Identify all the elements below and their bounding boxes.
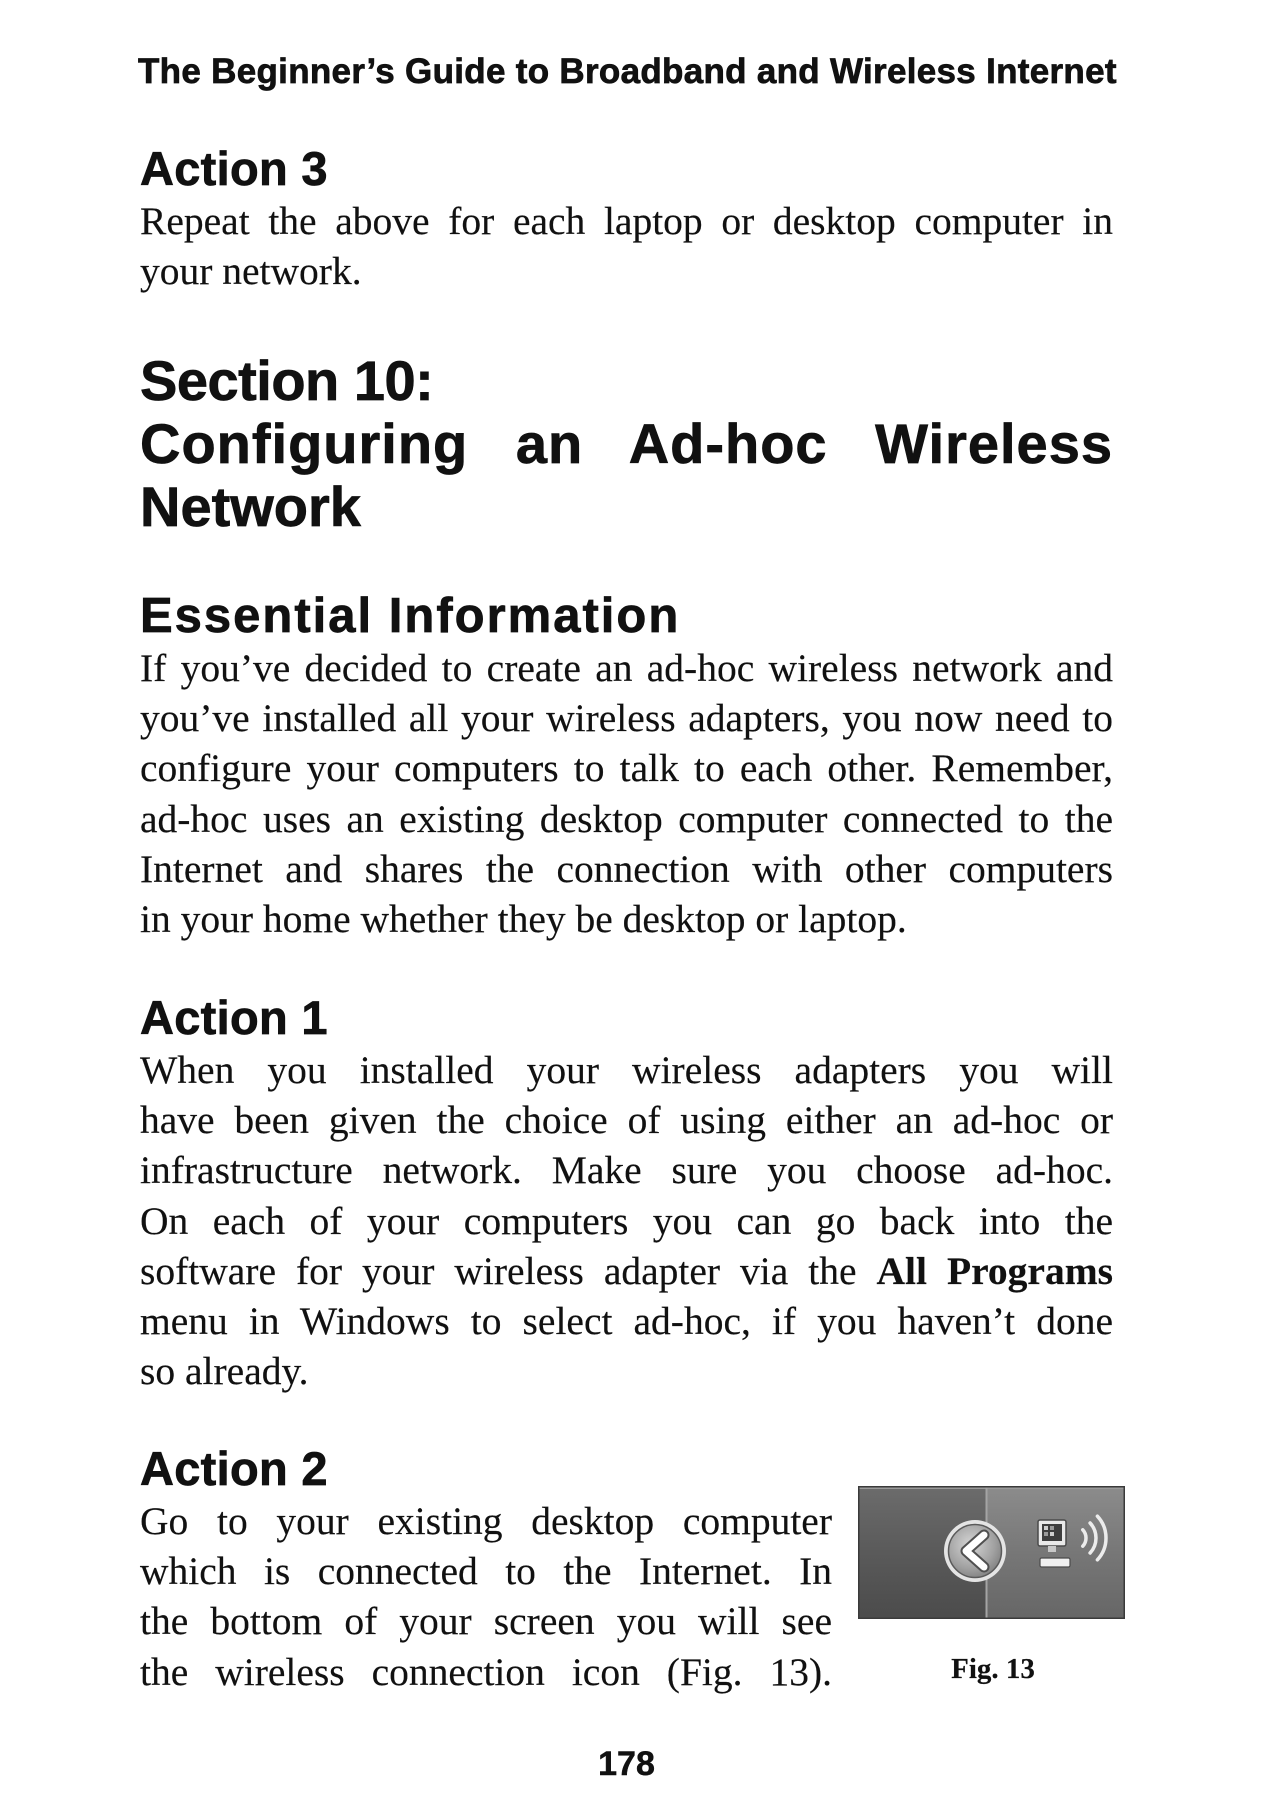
action-2-block — [140, 1442, 832, 1697]
action-heading: Action 2 — [140, 1442, 328, 1495]
section-number: Section 10: — [140, 349, 434, 412]
subsection-heading: Essential Information — [140, 589, 681, 643]
body-line: menu in Windows to select ad-hoc, if you haven’t done — [140, 1299, 1113, 1344]
body-line: which is connected to the Internet. In — [140, 1549, 832, 1594]
body-line — [140, 1246, 1113, 1296]
system-tray-screenshot — [858, 1486, 1125, 1619]
menu-name-all-programs: All Programs — [876, 1248, 1113, 1293]
section-title-line: Network — [140, 475, 361, 538]
figure-13 — [858, 1486, 1125, 1619]
action-heading: Action 1 — [140, 991, 328, 1044]
body-line: the bottom of your screen you will see — [140, 1599, 832, 1644]
section-title-line: Configuring an Ad-hoc Wireless — [140, 412, 1113, 475]
body-line: so already. — [140, 1349, 309, 1394]
chevron-left-icon — [944, 1520, 1006, 1582]
body-line: in your home whether they be desktop or laptop. — [140, 897, 907, 942]
body-line: you’ve installed all your wireless adapters, you now need to — [140, 696, 1113, 741]
action-heading: Action 3 — [140, 142, 328, 195]
action-1-block — [140, 991, 1113, 1396]
section-title — [140, 349, 1113, 538]
action-3-block — [140, 142, 1113, 296]
page-number: 178 — [598, 1745, 655, 1783]
figure-caption: Fig. 13 — [951, 1653, 1035, 1685]
body-line: configure your computers to talk to each other. Remember, — [140, 746, 1113, 791]
body-line: Go to your existing desktop computer — [140, 1499, 832, 1543]
body-line: your network. — [140, 249, 362, 294]
body-line: Internet and shares the connection with other computers — [140, 846, 1113, 891]
body-line: On each of your computers you can go back into the — [140, 1198, 1113, 1243]
body-line: the wireless connection icon (Fig. 13). — [140, 1649, 832, 1694]
body-line: ad-hoc uses an existing desktop computer connected to the — [140, 796, 1113, 841]
essential-information-block — [140, 589, 1113, 944]
body-line: infrastructure network. Make sure you choose ad-hoc. — [140, 1148, 1113, 1193]
body-line: When you installed your wireless adapters you will — [140, 1048, 1113, 1092]
body-line-text: software for your wireless adapter via the — [140, 1248, 877, 1293]
body-line: If you’ve decided to create an ad-hoc wireless network and — [140, 646, 1113, 690]
running-header: The Beginner’s Guide to Broadband and Wireless Internet — [138, 52, 1117, 91]
body-line: have been given the choice of using either an ad-hoc or — [140, 1098, 1113, 1143]
body-line: Repeat the above for each laptop or desktop computer in — [140, 199, 1113, 243]
